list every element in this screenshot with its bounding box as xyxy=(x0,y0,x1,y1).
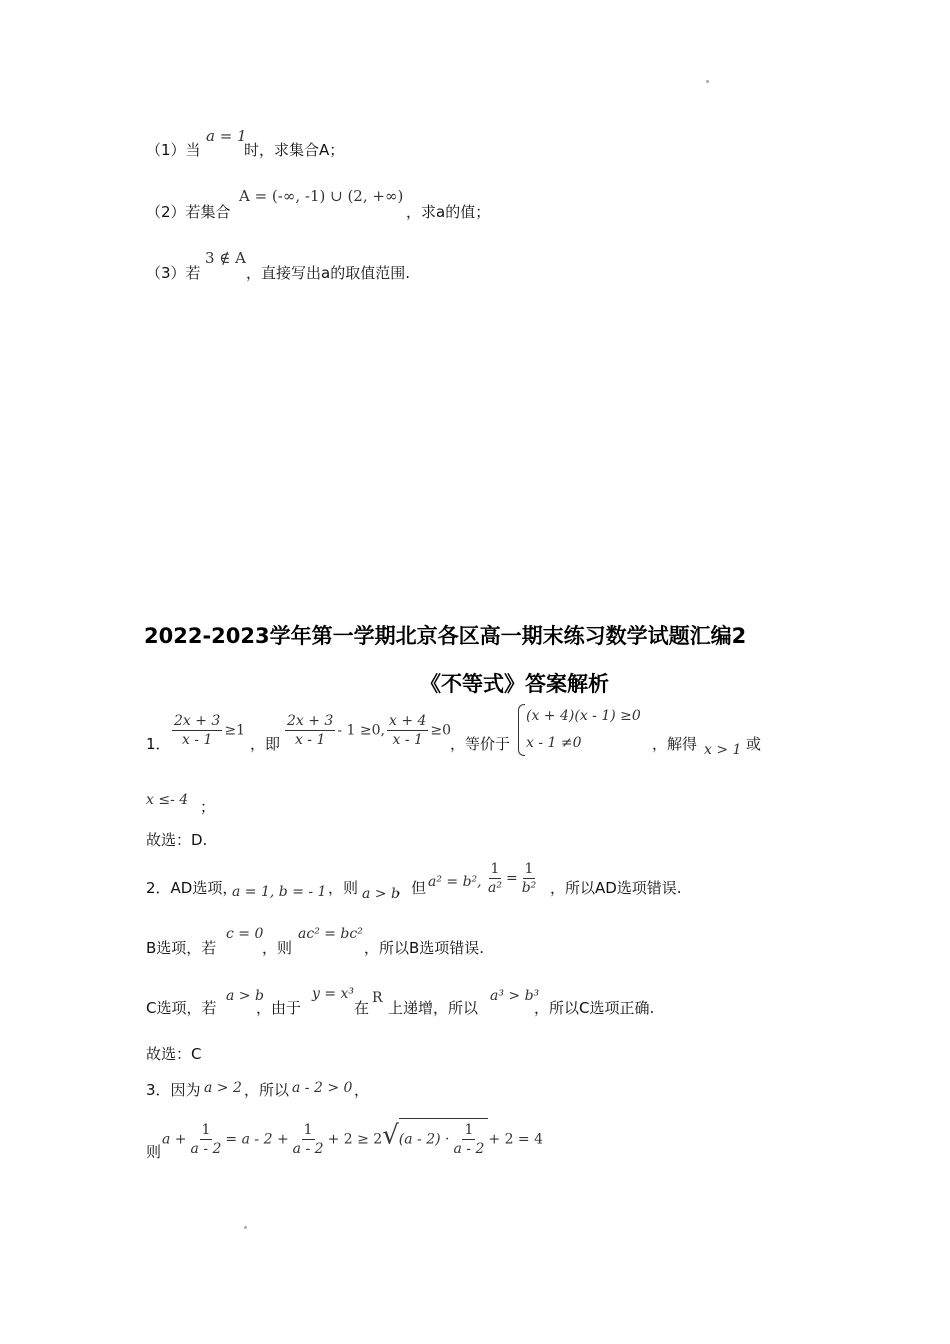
ans1-f3-num: x + 4 xyxy=(388,713,427,729)
ans3-m1: a > 2 xyxy=(204,1080,242,1096)
ans3-then: 则 xyxy=(146,1143,162,1161)
sqrt-sign: √ xyxy=(382,1120,399,1151)
ans2-m2: a > b xyxy=(362,886,400,902)
ans2-f2-num: 1 xyxy=(524,861,534,877)
ans1-num: 1． xyxy=(146,735,171,753)
page-dot-bottom xyxy=(244,1226,247,1229)
part2-after: ，求a的值； xyxy=(406,203,491,221)
page-dot-top xyxy=(706,80,709,83)
ans1-t5: ； xyxy=(200,798,216,816)
ans2-f1-num: 1 xyxy=(490,861,500,877)
ans1-f1-after: ≥1 xyxy=(224,722,245,739)
ans2-choice: 故选：C xyxy=(146,1045,202,1063)
ans3-f2-den: a - 2 xyxy=(292,1141,324,1157)
ans2-c-t2: 在 xyxy=(354,999,370,1017)
ans1-choice: 故选：D. xyxy=(146,831,208,849)
ans3-f1-den: a - 2 xyxy=(190,1141,222,1157)
ans1-t3: ，解得 xyxy=(652,735,698,753)
ans3-f2-num: 1 xyxy=(303,1122,313,1138)
section-title-line1: 2022-2023学年第一学期北京各区高一期末练习数学试题汇编2 xyxy=(144,624,747,648)
ans3-rad1: (a - 2) · xyxy=(398,1131,450,1148)
part3-after: ，直接写出a的取值范围. xyxy=(246,264,410,282)
ans2-eq: = xyxy=(505,870,518,887)
ans1-f2-num: 2x + 3 xyxy=(287,713,334,729)
ans2-c-t4: ，所以C选项正确. xyxy=(534,999,655,1017)
part2-math: A = (-∞, -1) ∪ (2, +∞) xyxy=(239,187,404,205)
ans2-t3: ，所以AD选项错误. xyxy=(550,879,682,897)
ans2-c-label: C选项，若 xyxy=(146,999,217,1017)
ans1-m2: x ≤- 4 xyxy=(146,792,189,808)
part2-label: （2）若集合 xyxy=(146,203,231,221)
ans3-e4: + 2 = 4 xyxy=(488,1131,544,1148)
ans3-f1-num: 1 xyxy=(201,1122,211,1138)
question-part-1 xyxy=(146,140,201,160)
ans1-f2-after: - 1 ≥0, xyxy=(337,722,385,739)
ans2-c-m4: a³ > b³ xyxy=(490,988,540,1004)
ans2-b-label: B选项，若 xyxy=(146,939,217,957)
ans2-c-m1: a > b xyxy=(226,988,264,1004)
ans3-e2: = a - 2 + xyxy=(225,1131,289,1148)
part3-label: （3）若 xyxy=(146,264,201,282)
ans3-num: 3．因为 xyxy=(146,1081,201,1099)
ans1-f3-after: ≥0 xyxy=(430,722,452,739)
ans1-sys2: x - 1 ≠0 xyxy=(526,735,582,751)
part1-label: （1）当 xyxy=(146,141,201,159)
ans3-expression xyxy=(162,1118,543,1158)
ans3-f3-den: a - 2 xyxy=(453,1141,485,1157)
ans2-f2-den: b² xyxy=(521,880,537,896)
ans1-system-brace xyxy=(518,704,525,756)
ans1-t1: ，即 xyxy=(250,735,281,753)
ans2-t2: ，但 xyxy=(396,879,427,897)
ans3-m2: a - 2 > 0 xyxy=(292,1080,353,1096)
ans1-f3-den: x - 1 xyxy=(392,732,423,748)
part3-math: 3 ∉ A xyxy=(205,249,247,267)
section-title-line2: 《不等式》答案解析 xyxy=(420,672,609,696)
ans3-f3-num: 1 xyxy=(464,1122,474,1138)
ans2-num: 2．AD选项， xyxy=(146,879,238,897)
ans2-b-t1: ，则 xyxy=(262,939,293,957)
ans3-t1: ，所以 xyxy=(244,1081,290,1099)
ans1-f1-num: 2x + 3 xyxy=(174,713,221,729)
ans2-c-m3: R xyxy=(372,990,383,1006)
ans1-m1: x > 1 xyxy=(704,742,742,758)
ans3-e1: a + xyxy=(162,1131,187,1148)
ans2-b-t2: ，所以B选项错误. xyxy=(364,939,485,957)
ans2-f1-den: a² xyxy=(488,880,502,896)
ans3-t2: ， xyxy=(354,1081,370,1099)
ans2-b-m1: c = 0 xyxy=(226,926,264,942)
ans1-t2: ，等价于 xyxy=(450,735,511,753)
sqrt-radicand xyxy=(399,1118,489,1158)
part1-math: a = 1 xyxy=(206,127,247,145)
ans1-t4: 或 xyxy=(746,735,762,753)
ans1-expr-2 xyxy=(283,712,451,749)
ans1-expr-1 xyxy=(170,712,245,749)
ans1-f1-den: x - 1 xyxy=(181,732,213,748)
ans2-c-t3: 上递增，所以 xyxy=(388,999,479,1017)
part1-after: 时，求集合A； xyxy=(244,141,345,159)
ans2-m3: a² = b², xyxy=(428,874,482,890)
ans1-sys1: (x + 4)(x - 1) ≥0 xyxy=(526,708,641,724)
ans2-fracs xyxy=(484,860,540,897)
ans2-b-m2: ac² = bc² xyxy=(298,926,363,942)
ans2-m1: a = 1, b = - 1 xyxy=(232,884,327,900)
ans3-e3: + 2 ≥ 2 xyxy=(327,1131,383,1148)
ans2-c-t1: ，由于 xyxy=(256,999,302,1017)
ans1-f2-den: x - 1 xyxy=(294,732,326,748)
ans2-c-m2: y = x³ xyxy=(312,986,355,1002)
ans2-t1: ，则 xyxy=(328,879,359,897)
